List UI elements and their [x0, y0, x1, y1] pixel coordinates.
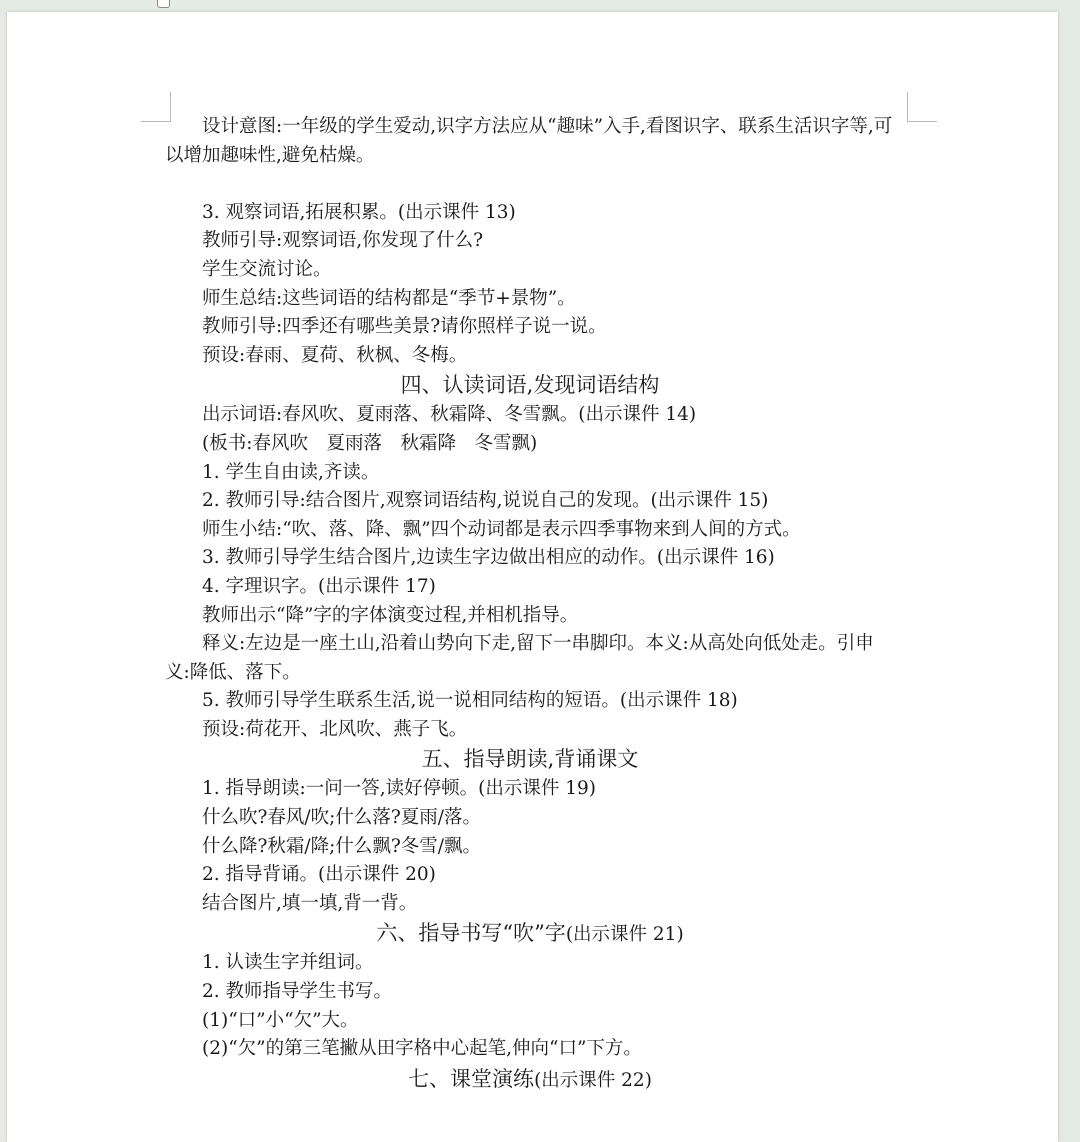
paragraph: 什么降?秋霜/降;什么飘?冬雪/飘。 [202, 835, 482, 857]
paragraph: 出示词语:春风吹、夏雨落、秋霜降、冬雪飘。(出示课件 14) [202, 404, 697, 426]
paragraph: 师生总结:这些词语的结构都是“季节+景物”。 [202, 287, 576, 309]
paragraph: 释义:左边是一座土山,沿着山势向下走,留下一串脚印。本义:从高处向低处走。引申义:降低、落下。 [165, 633, 874, 683]
blank-line [165, 170, 895, 199]
paragraph: 预设:荷花开、北风吹、燕子飞。 [202, 718, 468, 740]
paragraph: 1. 指导朗读:一问一答,读好停顿。(出示课件 19) [202, 778, 597, 800]
paragraph: 师生小结:“吹、落、降、飘”四个动词都是表示四季事物来到人间的方式。 [202, 518, 801, 540]
paragraph: 2. 教师指导学生书写。 [202, 981, 393, 1003]
section-heading-text: 五、指导朗读,背诵课文 [421, 747, 639, 772]
section-heading [165, 370, 895, 401]
section-heading [165, 918, 895, 949]
paragraph: 5. 教师引导学生联系生活,说一说相同结构的短语。(出示课件 18) [202, 690, 738, 712]
section-heading [165, 1064, 895, 1095]
paragraph: 预设:春雨、夏荷、秋枫、冬梅。 [202, 344, 468, 366]
section-heading-text: 四、认读词语,发现词语结构 [400, 373, 660, 398]
paragraph: 2. 教师引导:结合图片,观察词语结构,说说自己的发现。(出示课件 15) [202, 490, 769, 512]
margin-corner-top-right [907, 92, 937, 122]
paragraph: 教师引导:观察词语,你发现了什么? [202, 230, 484, 252]
paragraph: 1. 认读生字并组词。 [202, 952, 374, 974]
paragraph: 教师出示“降”字的字体演变过程,并相机指导。 [202, 604, 579, 626]
paragraph: 3. 教师引导学生结合图片,边读生字边做出相应的动作。(出示课件 16) [202, 547, 775, 569]
paragraph: 4. 字理识字。(出示课件 17) [202, 575, 436, 597]
paragraph: 结合图片,填一填,背一背。 [202, 892, 418, 914]
paragraph: 学生交流讨论。 [202, 258, 332, 280]
section-heading-text: 六、指导书写“吹”字 [376, 921, 566, 946]
window-handle[interactable] [157, 0, 170, 8]
section-heading-note: (出示课件 21) [565, 924, 684, 946]
paragraph: 教师引导:四季还有哪些美景?请你照样子说一说。 [202, 316, 607, 338]
paragraph: (1)“口”小“欠”大。 [202, 1009, 359, 1031]
document-body [165, 113, 895, 1095]
paragraph: 2. 指导背诵。(出示课件 20) [202, 864, 436, 886]
paragraph: 设计意图:一年级的学生爱动,识字方法应从“趣味”入手,看图识字、联系生活识字等,可以增加趣味性,避免枯燥。 [165, 116, 893, 166]
paragraph: (板书:春风吹 夏雨落 秋霜降 冬雪飘) [202, 432, 538, 454]
section-heading-note: (出示课件 22) [534, 1069, 652, 1091]
section-heading-text: 七、课堂演练 [408, 1066, 535, 1091]
paragraph: 1. 学生自由读,齐读。 [202, 461, 380, 483]
paragraph: 3. 观察词语,拓展积累。(出示课件 13) [202, 201, 516, 223]
paragraph: (2)“欠”的第三笔撇从田字格中心起笔,伸向“口”下方。 [202, 1038, 642, 1060]
section-heading [165, 744, 895, 775]
paragraph: 什么吹?春风/吹;什么落?夏雨/落。 [202, 807, 482, 829]
